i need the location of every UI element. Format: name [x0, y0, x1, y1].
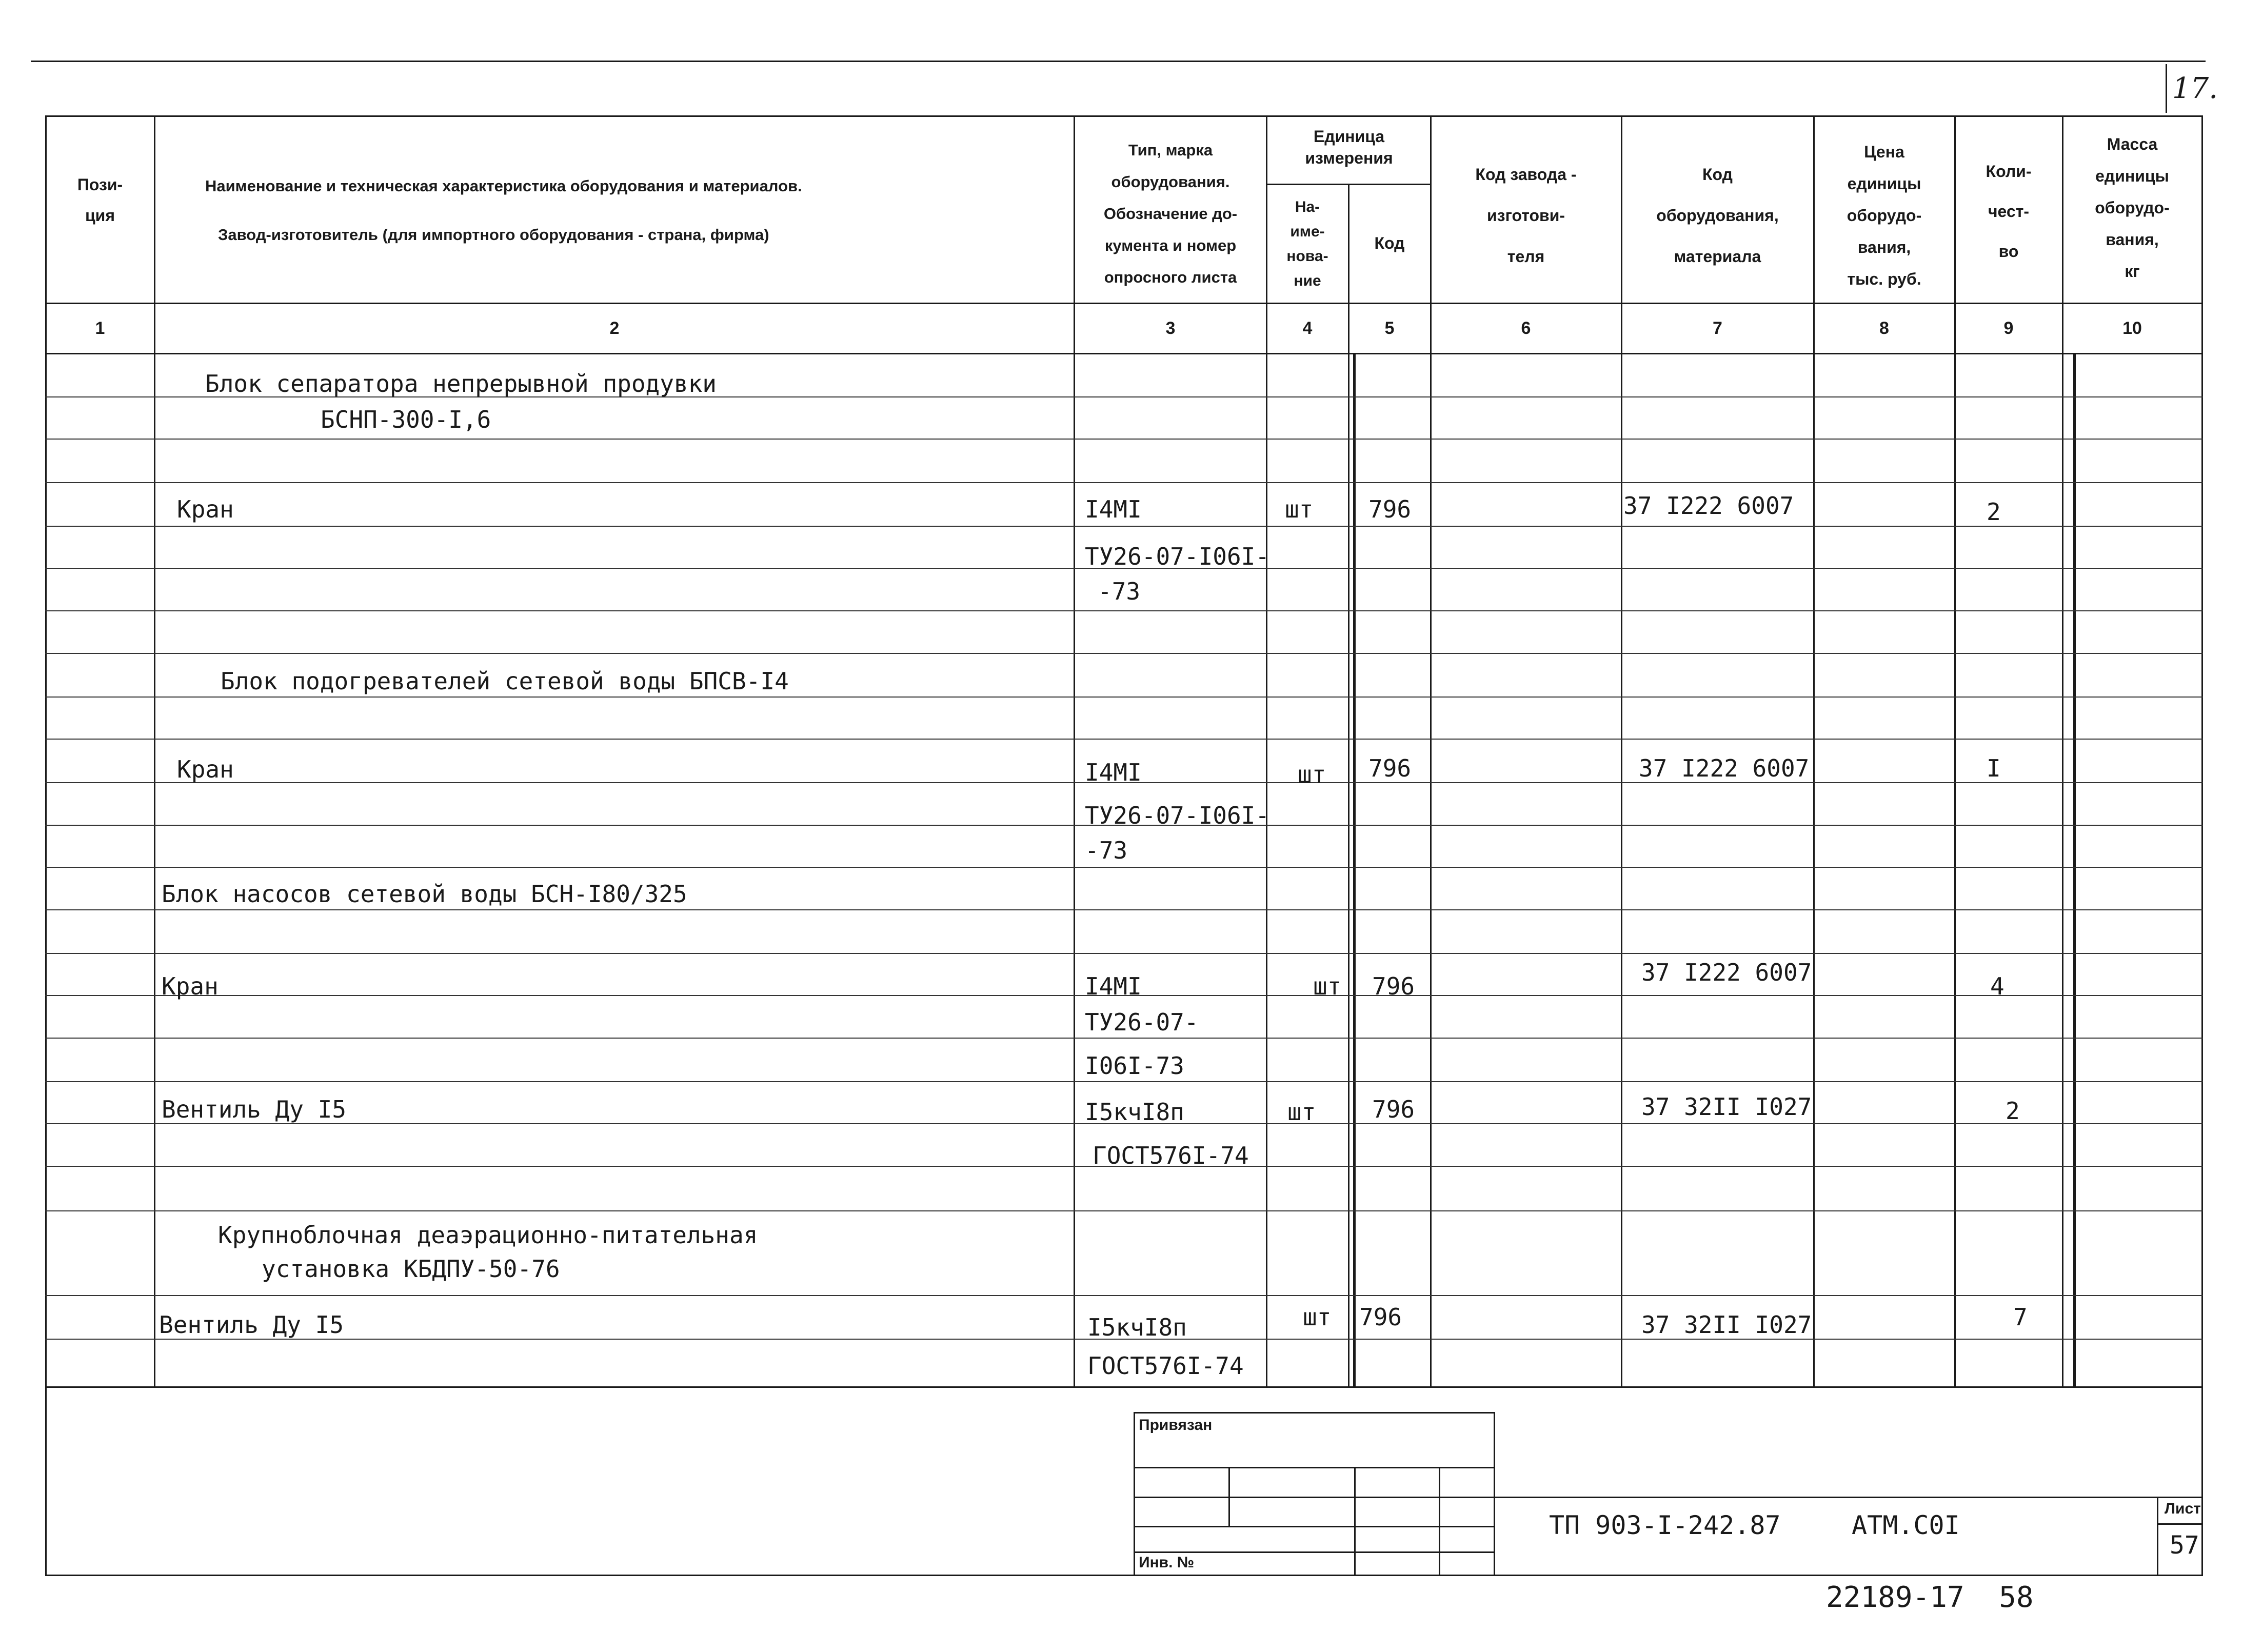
row-equip-code: 37 I222 6007 — [1623, 492, 1794, 520]
top-rule — [31, 61, 2206, 62]
row-qty: I — [1987, 754, 2001, 782]
row-equip-code: 37 I222 6007 — [1639, 754, 1810, 782]
colnum-6: 6 — [1521, 319, 1531, 338]
header-col8: Цена единицы оборудо- вания, тыс. руб. — [1847, 143, 1922, 288]
col-divider-9 — [2062, 115, 2063, 1387]
row-equip-code: 37 32II I027 — [1641, 1093, 1812, 1121]
row-type: ТУ26-07-I06I- — [1085, 802, 1270, 829]
col-divider-3 — [1266, 115, 1267, 1387]
header-col7: Код оборудования, материала — [1656, 165, 1779, 266]
row-divider — [45, 482, 2203, 483]
privyazan-label: Привязан — [1139, 1417, 1213, 1434]
col-divider-7 — [1813, 115, 1815, 1387]
header-col6: Код завода - изготови- теля — [1475, 165, 1577, 266]
footer-number: 22189-17 58 — [1826, 1581, 2034, 1614]
col-divider-1 — [154, 115, 155, 1387]
header-col2: Наименование и техническая характеристика оборудования и материалов. Завод-изготовитель (для импортного оборудования - страна, фирма) — [205, 177, 802, 244]
row-type: ГОСТ576I-74 — [1093, 1142, 1249, 1169]
colnum-4: 4 — [1302, 319, 1313, 338]
table-bottom-border — [45, 1386, 2203, 1388]
row-qty: 4 — [1990, 972, 2004, 1000]
colnum-7: 7 — [1713, 319, 1722, 338]
row-divider — [45, 909, 2203, 910]
col-divider-5 — [1430, 115, 1432, 1387]
row-name: Блок сепаратора непрерывной продувки — [205, 370, 717, 397]
row-unit: шт — [1313, 972, 1342, 1000]
colnum-bottom-border — [45, 353, 2203, 354]
corner-mark-border — [2166, 64, 2167, 113]
row-type: I06I-73 — [1085, 1052, 1184, 1080]
row-divider — [45, 610, 2203, 611]
row-name: БСНП-300-I,6 — [321, 406, 491, 433]
row-unit: шт — [1298, 761, 1326, 788]
sheet-bottom-border — [45, 1575, 2203, 1576]
row-type: I4МI — [1085, 972, 1142, 1000]
row-divider — [45, 653, 2203, 654]
row-type: ТУ26-07-I06I- — [1085, 543, 1270, 570]
inv-no-label: Инв. № — [1139, 1554, 1195, 1571]
colnum-5: 5 — [1384, 319, 1395, 338]
header-bottom-border — [45, 303, 2203, 304]
row-type: ТУ26-07- — [1085, 1008, 1199, 1036]
row-type: I5кчI8п — [1087, 1313, 1187, 1341]
header-col1: Пози- ция — [77, 175, 123, 225]
row-divider — [45, 953, 2203, 954]
frame-right — [2201, 115, 2203, 1576]
row-qty: 2 — [1987, 498, 2001, 526]
header-col4: На- име- нова- ние — [1286, 198, 1328, 289]
row-unit-code: 796 — [1372, 1096, 1415, 1123]
header-col10: Масса единицы оборудо- вания, кг — [2095, 135, 2170, 281]
header-col5: Код — [1374, 234, 1405, 252]
row-type: -73 — [1098, 578, 1141, 605]
colnum-10: 10 — [2122, 319, 2142, 338]
row-name: Блок насосов сетевой воды БСН-I80/325 — [162, 880, 687, 908]
row-unit-code: 796 — [1368, 754, 1412, 782]
col-divider-2 — [1074, 115, 1075, 1387]
document-designation: ТП 903-I-242.87 — [1549, 1510, 1781, 1540]
row-divider — [45, 696, 2203, 698]
colnum-2: 2 — [609, 319, 620, 338]
row-divider — [45, 1038, 2203, 1039]
row-name: Вентиль Ду I5 — [159, 1311, 344, 1339]
body-bold-left — [1353, 354, 1356, 1387]
table-top-border — [45, 115, 2203, 117]
row-type: -73 — [1085, 837, 1128, 864]
colnum-3: 3 — [1165, 319, 1176, 338]
sheet-number: 57 — [2170, 1531, 2199, 1560]
row-unit: шт — [1285, 495, 1314, 523]
row-qty: 7 — [2013, 1303, 2028, 1331]
col-divider-4 — [1348, 185, 1349, 1387]
row-unit-code: 796 — [1368, 495, 1412, 523]
row-name: Блок подогревателей сетевой воды БПСВ-I4 — [221, 667, 789, 695]
row-divider — [45, 1210, 2203, 1211]
body-bold-right — [2073, 354, 2076, 1387]
row-equip-code: 37 I222 6007 — [1641, 959, 1812, 986]
row-qty: 2 — [2006, 1097, 2020, 1125]
col-divider-6 — [1621, 115, 1622, 1387]
row-type: I4МI — [1085, 759, 1142, 786]
row-divider — [45, 526, 2203, 527]
row-name: Кран — [162, 972, 219, 1000]
row-type: I4МI — [1085, 495, 1142, 523]
row-type: I5кчI8п — [1085, 1098, 1184, 1126]
header-col3: Тип, марка оборудования. Обозначение до- кумента и номер опросного листа — [1103, 141, 1238, 286]
document-code: АТМ.С0I — [1852, 1510, 1960, 1540]
row-name: Вентиль Ду I5 — [162, 1096, 347, 1123]
unit-subheader-border — [1266, 184, 1432, 185]
row-unit-code: 796 — [1359, 1303, 1402, 1331]
row-unit: шт — [1287, 1098, 1316, 1126]
colnum-1: 1 — [95, 319, 105, 338]
row-divider — [45, 1081, 2203, 1082]
colnum-8: 8 — [1879, 319, 1889, 338]
row-divider — [45, 739, 2203, 740]
colnum-9: 9 — [2003, 319, 2014, 338]
row-name: Крупноблочная деаэрационно-питательная — [218, 1221, 758, 1249]
row-divider — [45, 439, 2203, 440]
row-equip-code: 37 32II I027 — [1641, 1311, 1812, 1339]
col-divider-8 — [1954, 115, 1956, 1387]
row-divider — [45, 867, 2203, 868]
row-divider — [45, 1295, 2203, 1296]
row-name: Кран — [177, 755, 234, 783]
corner-mark: 17. — [2172, 72, 2218, 105]
row-type: ГОСТ576I-74 — [1087, 1352, 1244, 1380]
row-unit-code: 796 — [1372, 972, 1415, 1000]
row-name: установка КБДПУ-50-76 — [262, 1255, 560, 1283]
header-col45-top: Единица измерения — [1305, 127, 1393, 167]
row-unit: шт — [1303, 1303, 1332, 1331]
sheet-label: Лист — [2165, 1500, 2201, 1517]
header-col9: Коли- чест- во — [1986, 162, 2032, 261]
row-name: Кран — [177, 495, 234, 523]
